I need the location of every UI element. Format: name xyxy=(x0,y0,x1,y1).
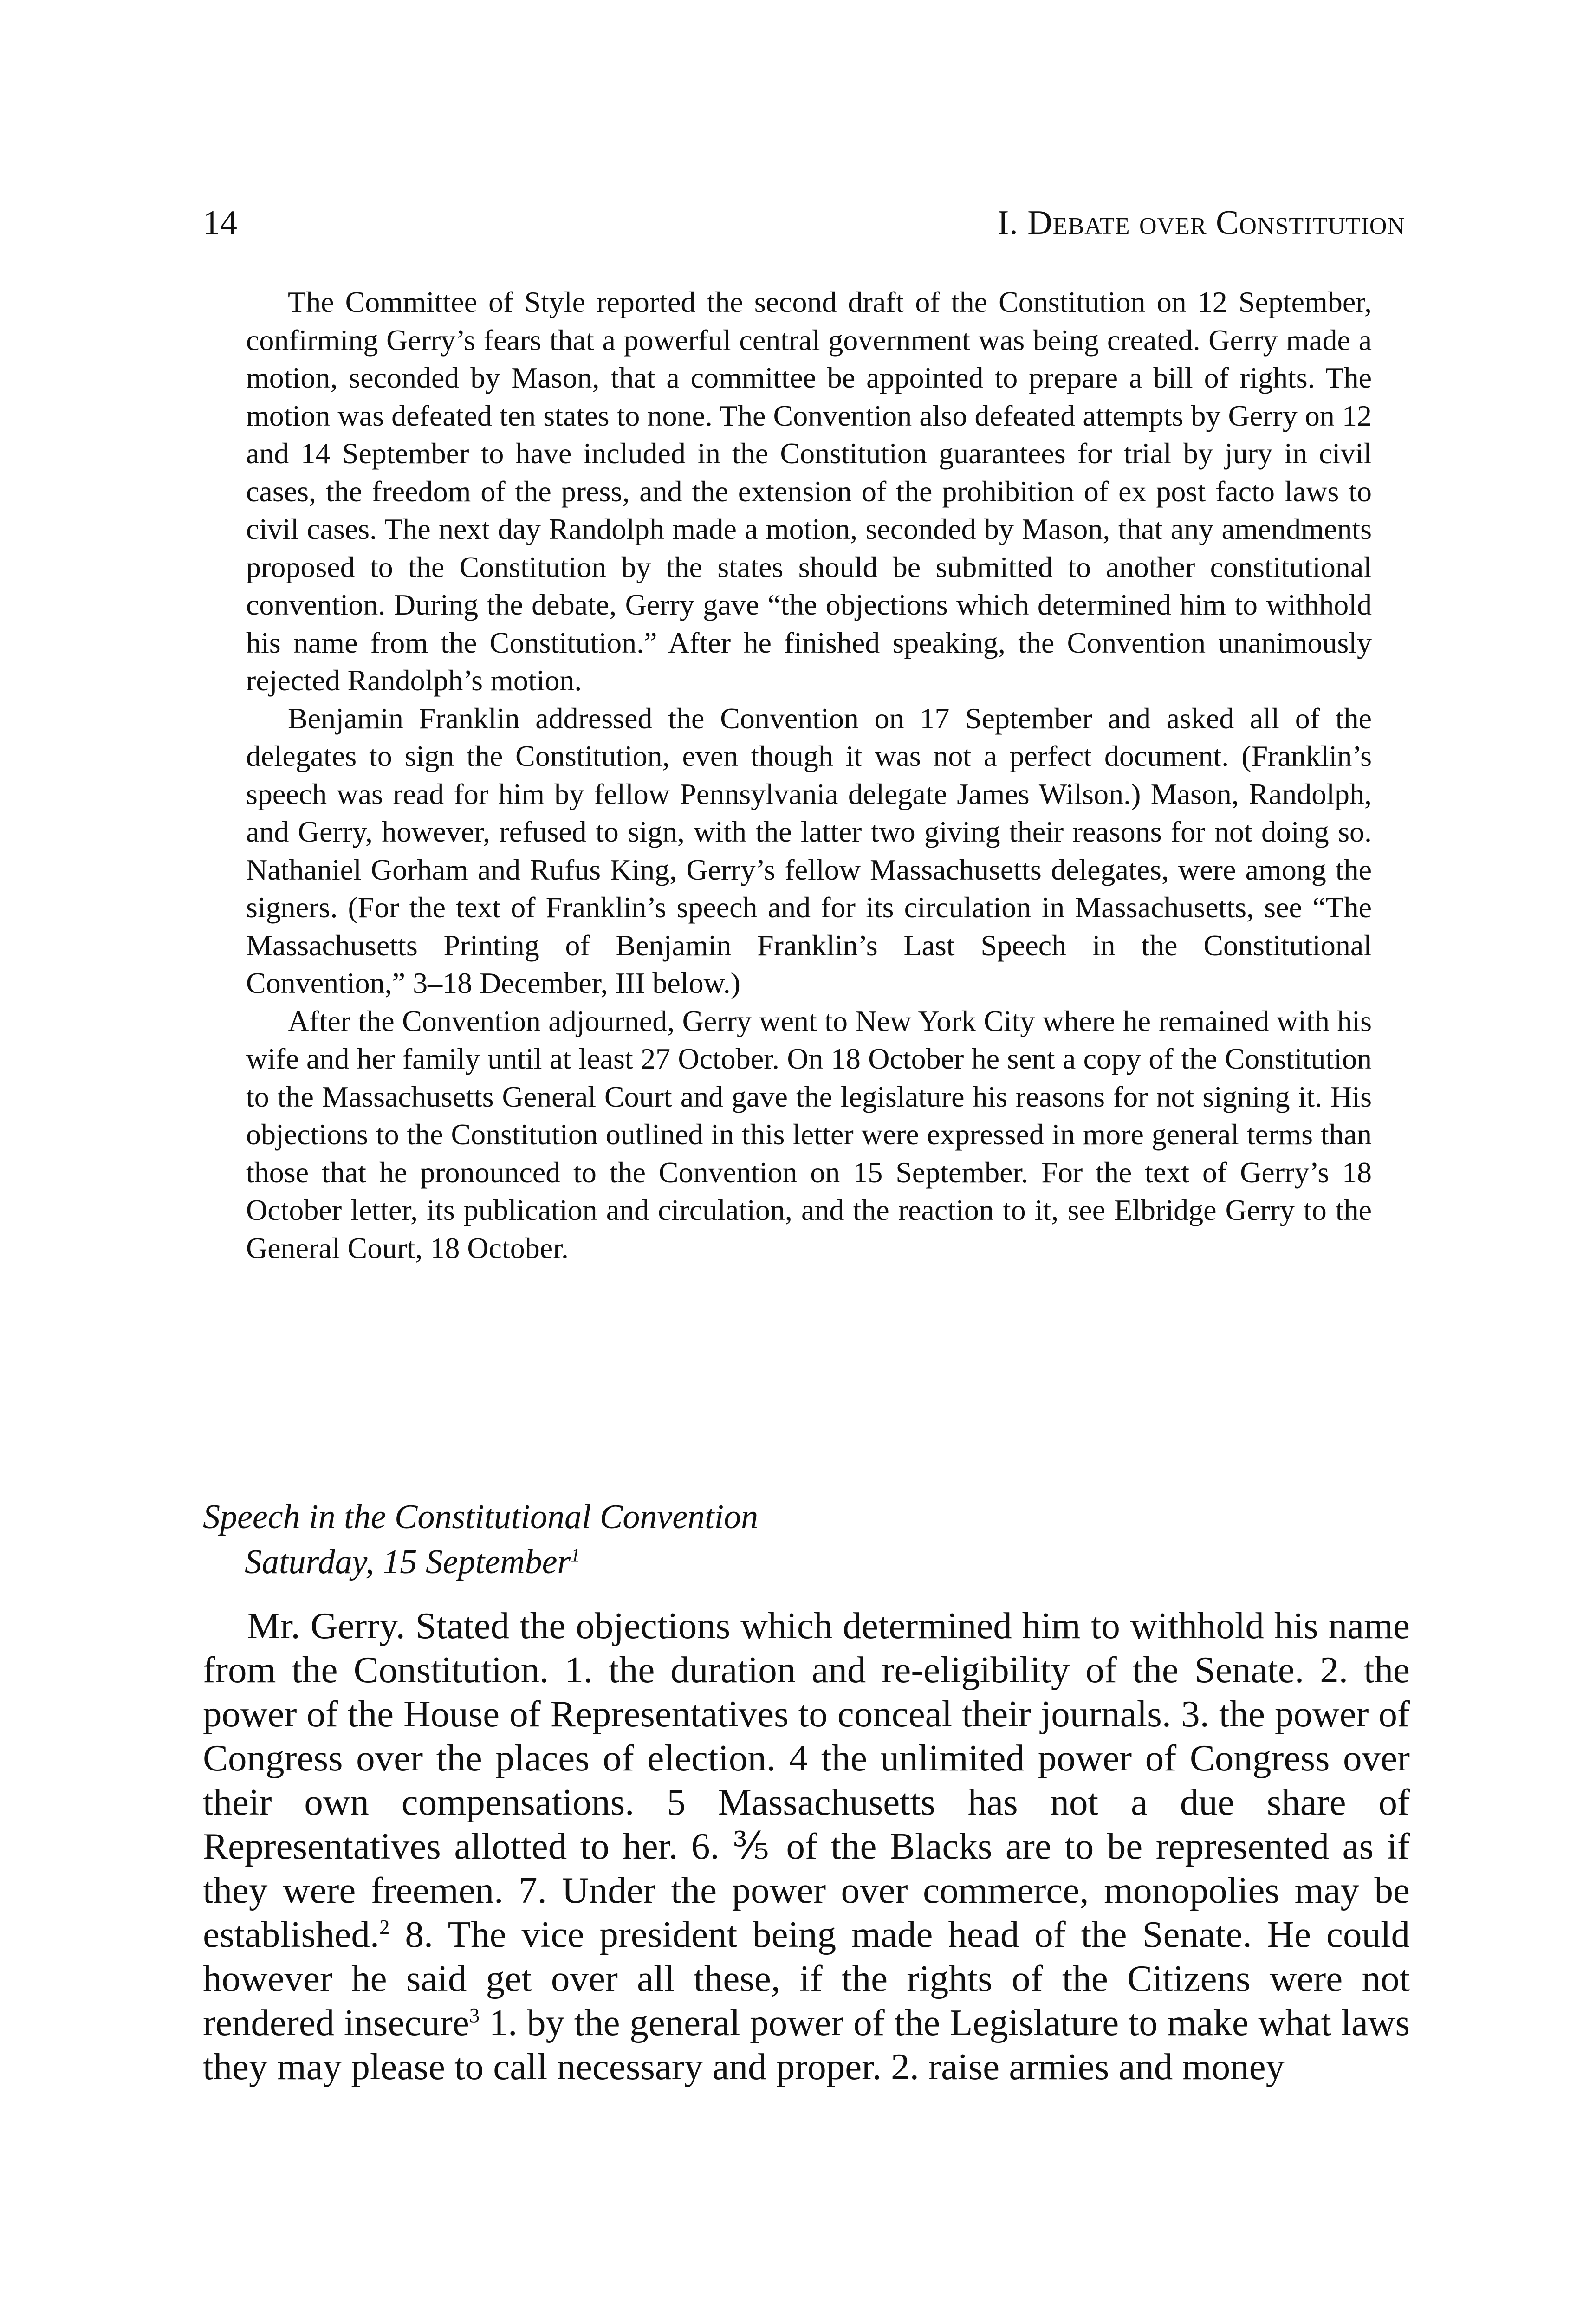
page-number: 14 xyxy=(203,204,237,242)
intro-text xyxy=(246,283,1372,1267)
footnote-marker: 2 xyxy=(379,1915,390,1938)
speech-heading xyxy=(203,1495,1410,1585)
intro-paragraph: After the Convention adjourned, Gerry went to New York City where he remained with his wife and her family until at least 27 October. On 18 October he sent a copy of the Constitution to the Massachusetts General Court and gave the legislature his reasons for not signing it. His objections to the Constitution outlined in this letter were expressed in more general terms than those that he pronounced to the Convention on 15 September. For the text of Gerry’s 18 October letter, its publication and circulation, and the reaction to it, see Elbridge Gerry to the General Court, 18 October. xyxy=(246,1004,1372,1264)
footnote-marker: 1 xyxy=(571,1544,580,1566)
speech-date: Saturday, 15 September xyxy=(245,1543,571,1581)
speech-date-line xyxy=(203,1540,1410,1585)
speech-title: Speech in the Constitutional Convention xyxy=(203,1498,759,1536)
intro-paragraph: The Committee of Style reported the second draft of the Constitution on 12 September, confirming Gerry’s fears that a powerful central government was being created. Gerry made a motion, seconded by Mason, that a committee be appointed to prepare a bill of rights. The motion was defeated ten states to none. The Convention also defeated attempts by Gerry on 12 and 14 September to have included in the Constitution guarantees for trial by jury in civil cases, the freedom of the press, and the extension of the prohibition of ex post facto laws to civil cases. The next day Randolph made a motion, seconded by Mason, that any amendments proposed to the Constitution by the states should be submitted to another constitutional convention. During the debate, Gerry gave “the objections which determined him to withhold his name from the Constitution.” After he finished speaking, the Convention unanimously rejected Randolph’s motion. xyxy=(246,285,1372,697)
speech-text-part: Mr. Gerry. Stated the objections which determined him to withhold his name from the Constitution. 1. the duration and re-eligibility of the Senate. 2. the power of the House of Representatives to conceal their journals. 3. the power of Congress over the places of election. 4 the unlimited power of Congress over their own compensations. 5 Massachusetts has not a due share of Representatives allotted to her. 6. ⅗ of the Blacks are to be represented as if they were freemen. 7. Under the power over commerce, monopolies may be established. xyxy=(203,1605,1410,1955)
running-head xyxy=(203,195,1405,251)
section-title: I. Debate over Constitution xyxy=(997,204,1405,242)
footnote-marker: 3 xyxy=(469,2003,480,2027)
intro-paragraph: Benjamin Franklin addressed the Convention on 17 September and asked all of the delegates to sign the Constitution, even though it was not a perfect document. (Franklin’s speech was read for him by fellow Pennsylvania delegate James Wilson.) Mason, Randolph, and Gerry, however, refused to sign, with the latter two giving their reasons for not doing so. Nathaniel Gorham and Rufus King, Gerry’s fellow Massachusetts delegates, were among the signers. (For the text of Franklin’s speech and for its circulation in Massachusetts, see “The Massachusetts Printing of Benjamin Franklin’s Last Speech in the Constitutional Convention,” 3–18 December, III below.) xyxy=(246,701,1372,999)
speech-text xyxy=(203,1604,1410,2089)
speech-paragraph xyxy=(203,1604,1410,2089)
speech-text-part: 1. by the general power of the Legislature to make what laws they may please to call necessary and proper. 2. raise armies and money xyxy=(203,2002,1410,2088)
speech-text-part: 8. The vice president being made head of the Senate. He could however he said get over all these, if the rights of the Citizens were not rendered insecure xyxy=(203,1913,1410,2043)
